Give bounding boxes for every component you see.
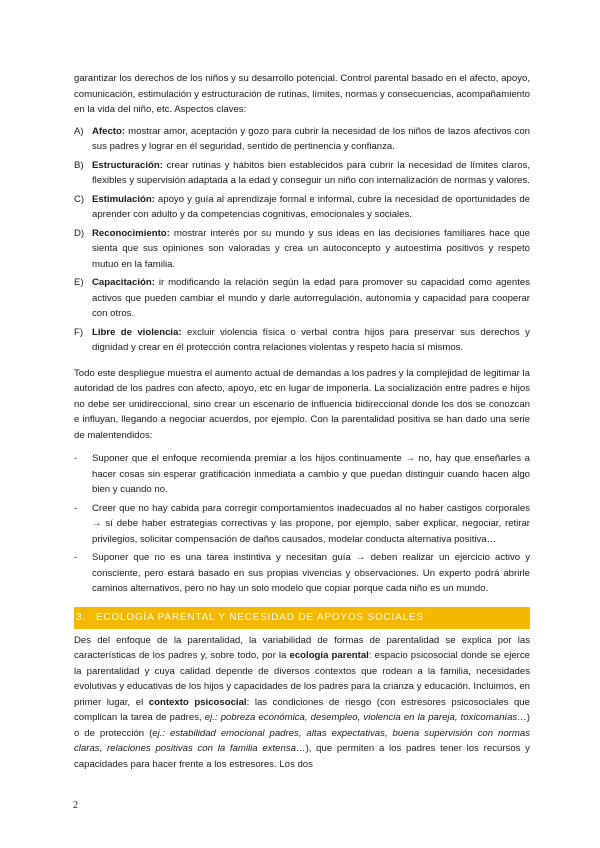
list-marker: E) [74,277,84,288]
aspect-term: Estructuración: [92,159,163,171]
section-title: ECOLOGÍA PARENTAL Y NECESIDAD DE APOYOS SOCIALES [95,611,424,623]
aspect-text: ir modificando la relación según la edad para promover su capacidad como agentes activos que pueden cambiar el mundo y darle autorregulación, autonomía y capacidad para cooperar con otros. [92,277,530,319]
aspect-term: Estimulación: [92,193,155,205]
aspect-term: Libre de violencia: [92,326,182,338]
text-run: : espacio psicosocial donde se ejerce la parentalidad y cuya calidad depende de diversos contextos que rodean a la familia, necesidades evolutivas y educativas de los hijos y capacidades de los padres para la crianza y educación. Incluimos, en primer lugar, el [74,650,530,708]
list-item-text: Creer que no hay cabida para corregir comportamientos inadecuados al no haber castigos corporales → sí debe haber estrategias correctivas y las propone, por ejemplo, saber explicar, negociar, retirar privilegios, solicitar compensación de daños causados, modelar conducta alternativa positiva… [92,502,530,545]
list-item-capacitacion [74,275,530,322]
aspect-term: Afecto: [92,125,126,137]
aspect-term: Capacitación: [92,277,155,288]
list-item [74,550,530,597]
aspect-text: apoyo y guía al aprendizaje formal e informal, cubre la necesidad de oportunidades de aprender con adulto y da competencias cognitivas, emocionales y sociales. [92,193,530,220]
list-marker: B) [74,159,84,171]
page-content [74,71,530,772]
list-item-libre-violencia [74,325,530,356]
list-marker: F) [74,326,84,338]
list-marker: C) [74,193,85,205]
section-heading [74,607,530,629]
dash-marker: - [74,502,78,514]
list-item [74,501,530,548]
aspect-text: excluir violencia física o verbal contra hijos para preservar sus derechos y dignidad y crear en él protección contra relaciones violentas y respeto hacia sí mismos. [92,326,530,353]
bold-term: contexto psicosocial [148,696,247,708]
list-item-afecto [74,124,530,155]
text-run: ), que permiten a los padres tener los recursos y capacidades para hacer frente a los estresores. Los dos [74,743,530,770]
section-paragraph [74,633,530,773]
list-item-estimulacion [74,192,530,223]
aspect-text: mostrar interés por su mundo y sus ideas en las decisiones familiares hace que sienta que sus opiniones son valoradas y crea un autoconcepto y autoestima positivos y respeto mutuo en la familia. [92,227,530,270]
misunderstandings-list [74,451,530,597]
italic-example: ej.: estabilidad emocional padres, altas expectativas, buena supervisión con normas claras, relaciones positivas con la familia extensa… [74,727,531,754]
bold-term: ecología parental [289,650,369,661]
list-item-reconocimiento [74,226,530,273]
text-run: : las condiciones de riesgo (con estresores psicosociales que complican la tarea de padres, [74,696,530,723]
list-item-estructuracion [74,158,530,189]
dash-marker: - [74,453,78,464]
list-marker: A) [74,125,84,137]
list-item [74,451,530,498]
text-run: Des del enfoque de la parentalidad, la variabilidad de formas de parentalidad se explica por las características de los padres y, sobre todo, por la [74,634,530,661]
list-item-text: Suponer que no es una tarea instintiva y necesitan guía → deben realizar un ejercicio activo y consciente, pero estará basado en sus propias vivencias y observaciones. Un experto podrá abrirle caminos alternativos, pero no hay un solo modelo que copiar porque cada niño es un mundo. [92,552,530,594]
key-aspects-list [74,124,530,356]
aspect-text: crear rutinas y hábitos bien establecidos para cubrir la necesidad de límites claros, flexibles y supervisión adaptada a la edad y conseguir un niño con internalización de normas y valores. [92,159,530,186]
dash-marker: - [74,552,78,563]
page-number: 2 [73,800,78,811]
italic-example: ej.: pobreza económica, desempleo, violencia en la pareja, toxicomanías… [204,712,527,723]
aspect-term: Reconocimiento: [92,227,170,239]
text-run: ) o de protección ( [74,712,530,739]
list-marker: D) [74,227,85,239]
aspect-text: mostrar amor, aceptación y gozo para cubrir la necesidad de los niños de lazos afectivos con sus padres y lograr en él seguridad, sentido de pertinencia y confianza. [92,125,530,152]
intro-paragraph: garantizar los derechos de los niños y su desarrollo potencial. Control parental basado en el afecto, apoyo, comunicación, estimulación y estructuración de rutinas, límites, normas y consecuencias, acompañamiento en la vida del niño, etc. Aspectos claves: [74,73,530,115]
section-number: 3. [76,611,86,623]
list-item-text: Suponer que el enfoque recomienda premiar a los hijos continuamente → no, hay que enseñarles a hacer cosas sin esperar gratificación inmediata a cambio y que puedan distinguir cuando hacen algo bien y cuando no. [92,453,530,495]
body-paragraph: Todo este despliegue muestra el aumento actual de demandas a los padres y la complejidad de legitimar la autoridad de los padres con afecto, apoyo, etc en lugar de imponerla. La socialización entre padres e hijos no debe ser unidireccional, sino crear un escenario de influencia bidireccional donde los dos se conozcan e influyan, llegando a negociar acuerdos, por ejemplo. Con la parentalidad positiva se han dado una serie de malentendidos: [74,367,530,441]
